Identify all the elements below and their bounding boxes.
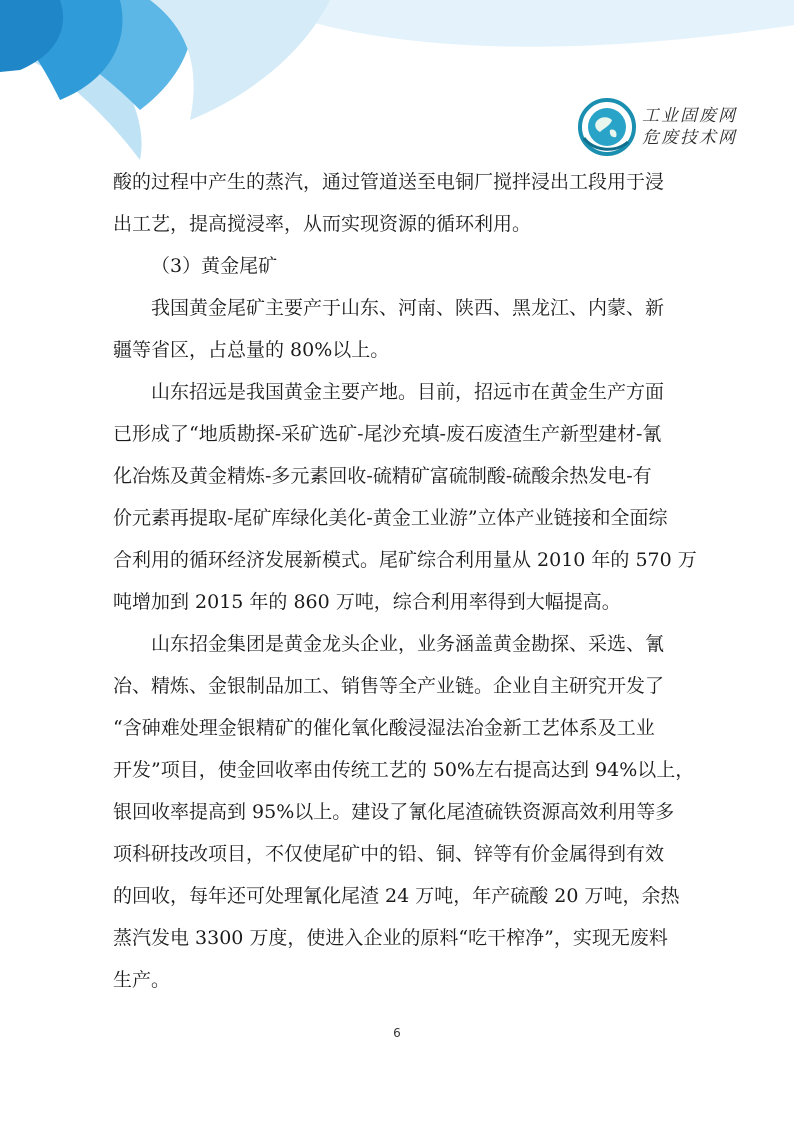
body-line: 项科研技改项目，不仅使尾矿中的铅、铜、锌等有价金属得到有效 bbox=[113, 843, 665, 865]
body-line: 生产。 bbox=[113, 969, 171, 991]
body-line: “含砷难处理金银精矿的催化氧化酸浸湿法冶金新工艺体系及工业 bbox=[113, 717, 655, 739]
body-line: 我国黄金尾矿主要产于山东、河南、陕西、黑龙江、内蒙、新 bbox=[151, 297, 665, 319]
body-line: 已形成了“地质勘探-采矿选矿-尾沙充填-废石废渣生产新型建材-氰 bbox=[113, 423, 662, 445]
body-line: 山东招远是我国黄金主要产地。目前，招远市在黄金生产方面 bbox=[151, 381, 665, 403]
body-line: 吨增加到 2015 年的 860 万吨，综合利用率得到大幅提高。 bbox=[113, 591, 621, 613]
body-line: 冶、精炼、金银制品加工、销售等全产业链。企业自主研究开发了 bbox=[113, 675, 665, 697]
logo-title-line2: 危废技术网 bbox=[642, 128, 737, 148]
body-line: 疆等省区，占总量的 80%以上。 bbox=[113, 339, 390, 361]
body-line: 开发”项目，使金回收率由传统工艺的 50%左右提高达到 94%以上， bbox=[113, 759, 695, 781]
body-line: 银回收率提高到 95%以上。建设了氰化尾渣硫铁资源高效利用等多 bbox=[113, 801, 675, 823]
page-number: 6 bbox=[393, 1026, 401, 1040]
body-line: 合利用的循环经济发展新模式。尾矿综合利用量从 2010 年的 570 万 bbox=[113, 549, 697, 571]
section-heading: （3）黄金尾矿 bbox=[151, 255, 278, 277]
body-line: 的回收，每年还可处理氰化尾渣 24 万吨，年产硫酸 20 万吨，余热 bbox=[113, 885, 680, 907]
body-line: 蒸汽发电 3300 万度，使进入企业的原料“吃干榨净”，实现无废料 bbox=[113, 927, 668, 949]
body-line: 价元素再提取-尾矿库绿化美化-黄金工业游”立体产业链接和全面综 bbox=[113, 507, 668, 529]
body-line: 山东招金集团是黄金龙头企业，业务涵盖黄金勘探、采选、氰 bbox=[151, 633, 665, 655]
site-logo bbox=[578, 98, 737, 156]
body-line: 出工艺，提高搅浸率，从而实现资源的循环利用。 bbox=[113, 213, 532, 235]
body-line: 化冶炼及黄金精炼-多元素回收-硫精矿富硫制酸-硫酸余热发电-有 bbox=[113, 465, 652, 487]
globe-swirl-icon bbox=[578, 98, 636, 156]
logo-title-line1: 工业固废网 bbox=[642, 106, 737, 126]
body-line: 酸的过程中产生的蒸汽，通过管道送至电铜厂搅拌浸出工段用于浸 bbox=[113, 171, 665, 193]
